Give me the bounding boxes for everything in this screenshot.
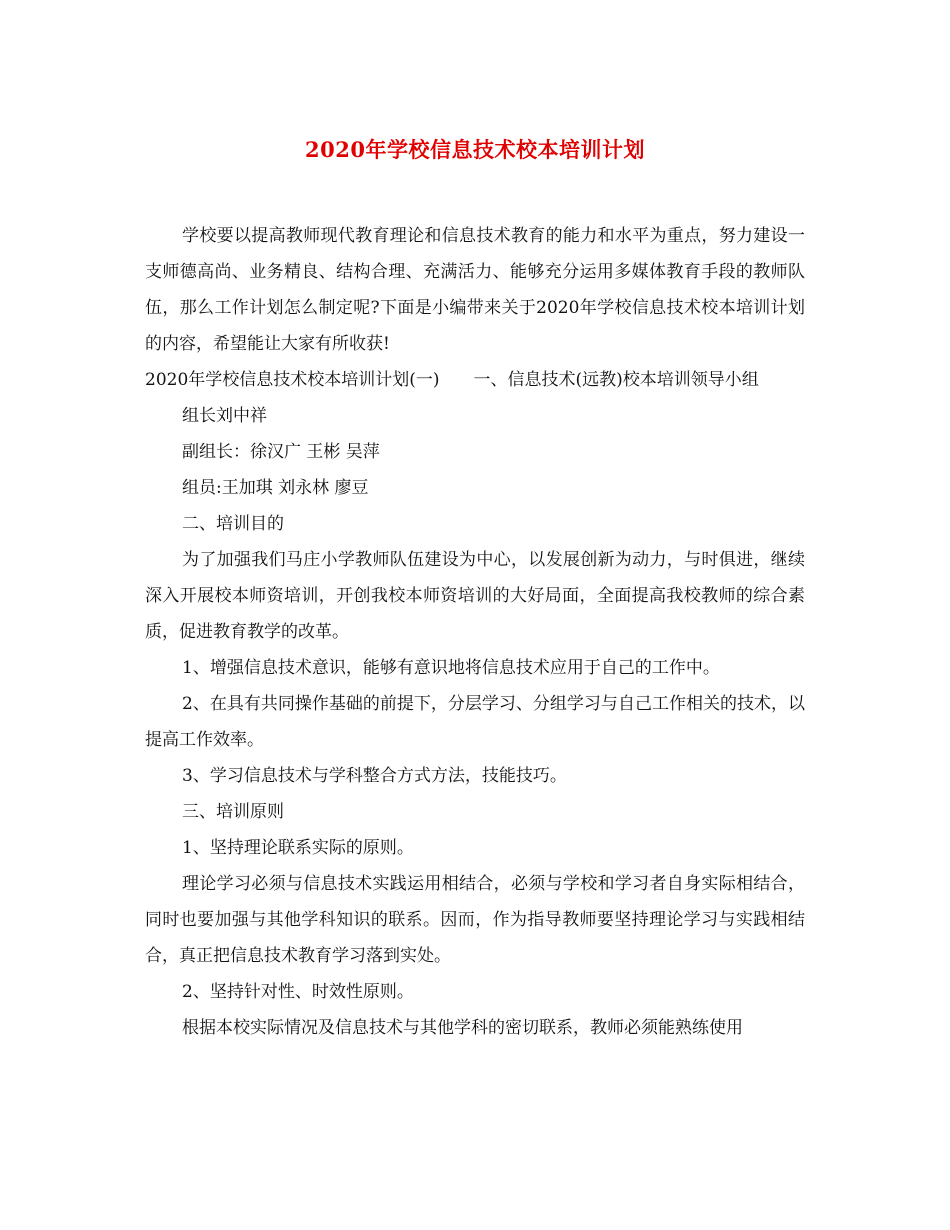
document-body [145,218,805,1046]
paragraph: 1、坚持理论联系实际的原则。 [182,838,414,858]
paragraph: 2020年学校信息技术校本培训计划(一) 一、信息技术(远教)校本培训领导小组 [145,370,759,390]
paragraph: 3、学习信息技术与学科整合方式方法，技能技巧。 [182,766,567,786]
paragraph: 学校要以提高教师现代教育理论和信息技术教育的能力和水平为重点，努力建设一支师德高尚、业务精良、结构合理、充满活力、能够充分运用多媒体教育手段的教师队伍，那么工作计划怎么制定呢?下面是小编带来关于2020年学校信息技术校本培训计划的内容，希望能让大家有所收获! [145,226,805,354]
paragraph: 二、培训目的 [182,514,284,534]
paragraph: 副组长：徐汉广 王彬 吴萍 [182,442,380,462]
document-title: 2020年学校信息技术校本培训计划 [305,137,645,162]
paragraph: 组长刘中祥 [182,406,267,426]
paragraph: 根据本校实际情况及信息技术与其他学科的密切联系，教师必须能熟练使用 [182,1018,743,1038]
paragraph: 为了加强我们马庄小学教师队伍建设为中心，以发展创新为动力，与时俱进，继续深入开展校本师资培训，开创我校本师资培训的大好局面，全面提高我校教师的综合素质，促进教育教学的改革。 [145,550,805,642]
paragraph: 三、培训原则 [182,802,284,822]
paragraph: 1、增强信息技术意识，能够有意识地将信息技术应用于自己的工作中。 [182,658,720,678]
paragraph: 2、在具有共同操作基础的前提下，分层学习、分组学习与自己工作相关的技术，以提高工作效率。 [145,694,805,750]
paragraph: 理论学习必须与信息技术实践运用相结合，必须与学校和学习者自身实际相结合，同时也要加强与其他学科知识的联系。因而，作为指导教师要坚持理论学习与实践相结合，真正把信息技术教育学习落到实处。 [145,874,805,966]
paragraph: 2、坚持针对性、时效性原则。 [182,982,414,1002]
paragraph: 组员:王加琪 刘永林 廖豆 [182,478,369,498]
